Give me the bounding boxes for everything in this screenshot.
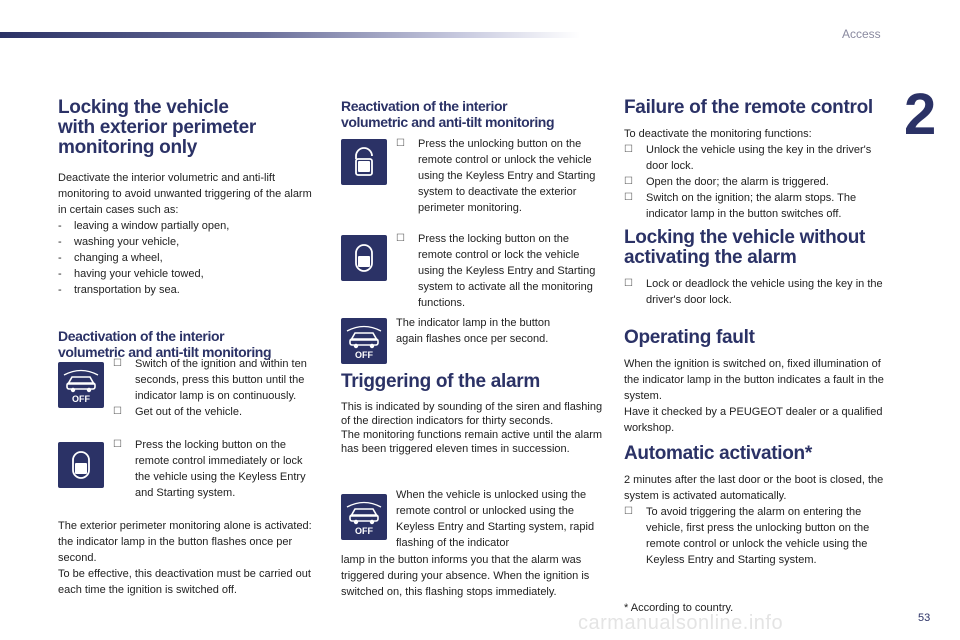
lamp-flash-note: The indicator lamp in the button again flashes once per second. xyxy=(396,317,551,345)
svg-text:OFF: OFF xyxy=(355,350,373,360)
list-item: - transportation by sea. xyxy=(58,284,180,296)
list-item: ☐ Unlock the vehicle using the key in the driver's door lock. xyxy=(624,144,872,172)
deactivation-steps-b xyxy=(113,437,313,501)
unlock-button-icon xyxy=(341,139,387,185)
chapter-number: 2 xyxy=(904,82,937,147)
list-item: - having your vehicle towed, xyxy=(58,268,204,280)
alarm-off-button-icon xyxy=(58,362,104,408)
cases-list xyxy=(58,218,320,298)
list-item: ☐ Open the door; the alarm is triggered. xyxy=(624,176,829,188)
list-item: ☐ Switch of the ignition and within ten seconds, press this button until the indicator lamp is on continuously. xyxy=(113,358,307,402)
section-label: Access xyxy=(842,27,881,41)
header-bar xyxy=(0,32,580,38)
list-item: ☐ Switch on the ignition; the alarm stops. The indicator lamp in the button switches off. xyxy=(624,192,857,220)
heading-lock-without-alarm: Locking the vehicle without activating the alarm xyxy=(624,227,866,268)
list-item: - changing a wheel, xyxy=(58,252,163,264)
heading-remote-failure: Failure of the remote control xyxy=(624,97,873,118)
list-item: ☐ Press the unlocking button on the remote control or unlock the vehicle using the Keyless Entry and Starting system to deactivate the exterior perimeter monitoring. xyxy=(396,138,596,214)
lock-button-icon xyxy=(341,235,387,281)
list-item: ☐ Get out of the vehicle. xyxy=(113,406,243,418)
watermark: carmanualsonline.info xyxy=(578,612,784,634)
heading-reactivation: Reactivation of the interior volumetric and anti-tilt monitoring xyxy=(341,98,555,130)
list-item: - washing your vehicle, xyxy=(58,236,180,248)
heading-operating-fault: Operating fault xyxy=(624,327,755,348)
column-left xyxy=(58,98,320,360)
unlock-alarm-note-b: lamp in the button informs you that the alarm was triggered during your absence. When the ignition is switched on, this flashing stops immediately. xyxy=(341,554,590,598)
triggering-section: Triggering of the alarm This is indicated by sounding of the siren and flashing of the direction indicators for thirty seconds. The monitoring functions remain active until the alarm has been triggered eleven times in succession. xyxy=(341,371,603,455)
unlock-alarm-note-a: When the vehicle is unlocked using the remote control or unlocked using the Keyless Entry and Starting system, rapid flashing of the indicator xyxy=(396,489,595,549)
deactivation-steps-a xyxy=(113,356,313,420)
list-item: - leaving a window partially open, xyxy=(58,220,230,232)
intro-paragraph: Deactivate the interior volumetric and anti-lift monitoring to avoid unwanted triggering of the alarm in certain cases such as: xyxy=(58,172,312,216)
footnote: * According to country. xyxy=(624,602,734,614)
reactivation-step-unlock xyxy=(396,136,606,216)
list-item: ☐ Press the locking button on the remote control or lock the vehicle using the Keyless Entry and Starting system to activate all the monitoring functions. xyxy=(396,233,596,309)
column-middle xyxy=(341,98,603,130)
deactivation-outro: The exterior perimeter monitoring alone is activated: the indicator lamp in the button flashes once per second. To be effective, this deactivation must be carried out each time the ignition is switched off. xyxy=(58,520,312,596)
list-item: ☐ Press the locking button on the remote control immediately or lock the vehicle using the Keyless Entry and Starting system. xyxy=(113,439,306,499)
heading-deactivation: Deactivation of the interior volumetric and anti-tilt monitoring xyxy=(58,328,272,360)
list-item: ☐ To avoid triggering the alarm on entering the vehicle, first press the unlocking button on the remote control or unlock the vehicle using the Keyless Entry and Starting system. xyxy=(624,506,870,566)
list-item: ☐ Lock or deadlock the vehicle using the key in the driver's door lock. xyxy=(624,278,883,306)
svg-text:OFF: OFF xyxy=(72,394,90,404)
reactivation-step-lock xyxy=(396,231,606,311)
alarm-off-button-icon xyxy=(341,494,387,540)
alarm-off-button-icon xyxy=(341,318,387,364)
svg-text:OFF: OFF xyxy=(355,526,373,536)
lock-button-icon xyxy=(58,442,104,488)
page-number: 53 xyxy=(918,612,931,624)
heading-automatic-activation: Automatic activation* xyxy=(624,443,812,464)
heading-locking-perimeter: Locking the vehicle with exterior perimeter monitoring only xyxy=(58,97,256,158)
heading-triggering: Triggering of the alarm xyxy=(341,371,540,392)
column-right: Failure of the remote control To deactivate the monitoring functions: ☐ Unlock the vehicle using the key in the driver's door lock. ☐ Open the door; the alarm is triggered. ☐ Switch on the ignition; the alarm stops. The indicator lamp in the button switches off. Locking the vehicle without activating the alarm ☐ Lock or deadlock the vehicle using the key in the driver's door lock. Operating fault When the ignition is switched on, fixed illumination of the indicator lamp in the button indicates a fault in the system. Have it checked by a PEUGEOT dealer or a qualified workshop. Automatic activation* 2 minutes after the last door or the boot is closed, the system is activated automatically. ☐ To avoid triggering the alarm on entering the vehicle, first press the unlocking button on the remote control or unlock the vehicle using the Keyless Entry and Starting system. xyxy=(624,98,886,568)
